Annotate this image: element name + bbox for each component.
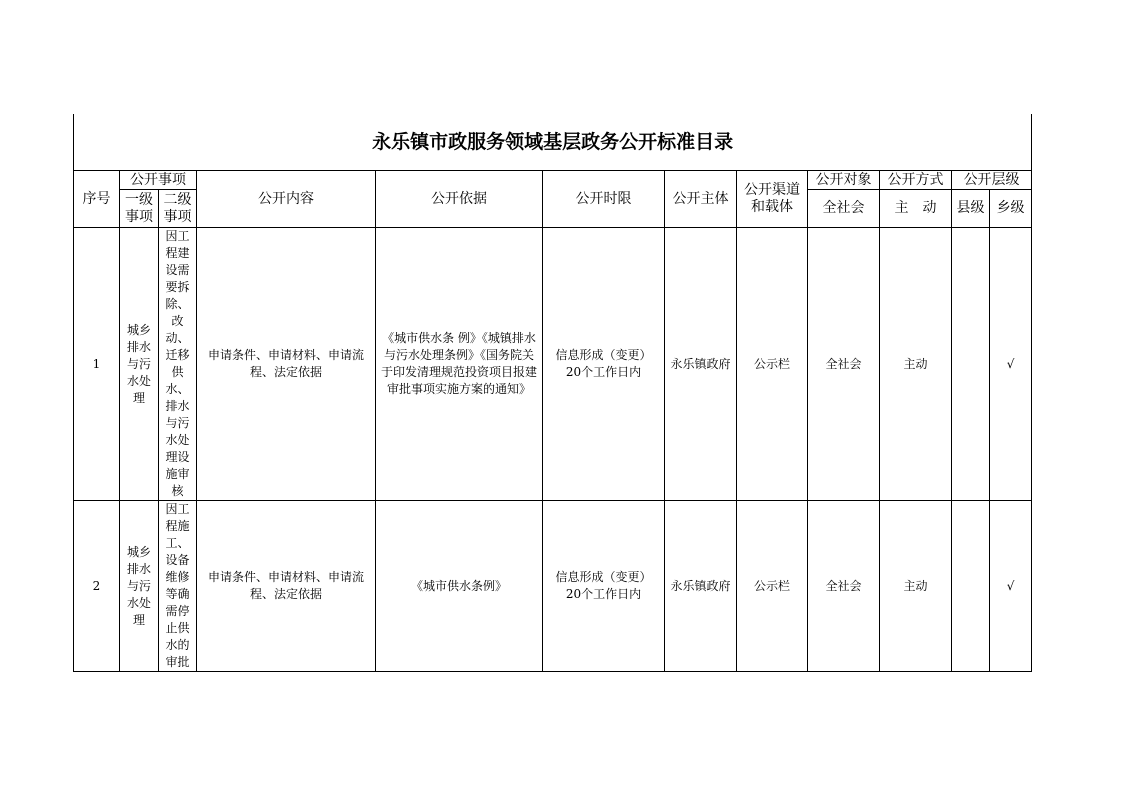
row-level1: 城乡排水与污水处理 [126,544,151,627]
row-time-limit: 信息形成（变更）20个工作日内 [555,348,652,379]
row-county [952,501,990,672]
row-level1: 城乡排水与污水处理 [126,322,151,405]
row-township-check: √ [990,228,1032,501]
header-township: 乡级 [990,190,1032,228]
header-audience: 公开对象 [808,171,880,190]
row-content: 申请条件、申请材料、申请流程、法定依据 [207,348,364,379]
row-audience: 全社会 [808,228,880,501]
row-audience: 全社会 [808,501,880,672]
header-audience-all: 全社会 [808,190,880,228]
header-method: 公开方式 [880,171,952,190]
table-row [74,228,1032,501]
header-level1: 一级事项 [125,191,153,225]
row-township-check: √ [990,501,1032,672]
catalog-table [73,114,1032,672]
header-method-active: 主 动 [880,190,952,228]
row-subject: 永乐镇政府 [665,501,737,672]
header-time-limit: 公开时限 [543,171,665,228]
row-time-limit: 信息形成（变更）20个工作日内 [555,570,652,601]
header-seq: 序号 [74,171,120,228]
row-basis: 《城市供水条例》 [410,578,507,593]
row-seq: 1 [74,228,120,501]
header-level2: 二级事项 [163,191,192,225]
row-method: 主动 [880,501,952,672]
page-title: 永乐镇市政服务领域基层政务公开标准目录 [74,114,1032,171]
row-content: 申请条件、申请材料、申请流程、法定依据 [207,570,364,601]
row-level2: 因工程建设需要拆除、改动、迁移供水、排水与污水处理设施审核 [165,229,190,498]
header-channel: 公开渠道和载体 [744,182,800,215]
header-county: 县级 [952,190,990,228]
row-basis: 《城市供水条 例》《城镇排水与污水处理条例》《国务院关于印发清理规范投资项目报建审批事项实施方案的通知》 [381,331,538,396]
header-matter: 公开事项 [120,171,197,190]
row-county [952,228,990,501]
header-basis: 公开依据 [376,171,543,228]
row-channel: 公示栏 [737,501,808,672]
row-subject: 永乐镇政府 [665,228,737,501]
row-method: 主动 [880,228,952,501]
row-level2: 因工程施工、设备维修等确需停止供水的审批 [165,502,190,669]
table-row [74,501,1032,672]
header-level: 公开层级 [952,171,1032,190]
header-subject: 公开主体 [665,171,737,228]
row-seq: 2 [74,501,120,672]
header-content: 公开内容 [197,171,376,228]
catalog-sheet [73,114,1032,672]
row-channel: 公示栏 [737,228,808,501]
